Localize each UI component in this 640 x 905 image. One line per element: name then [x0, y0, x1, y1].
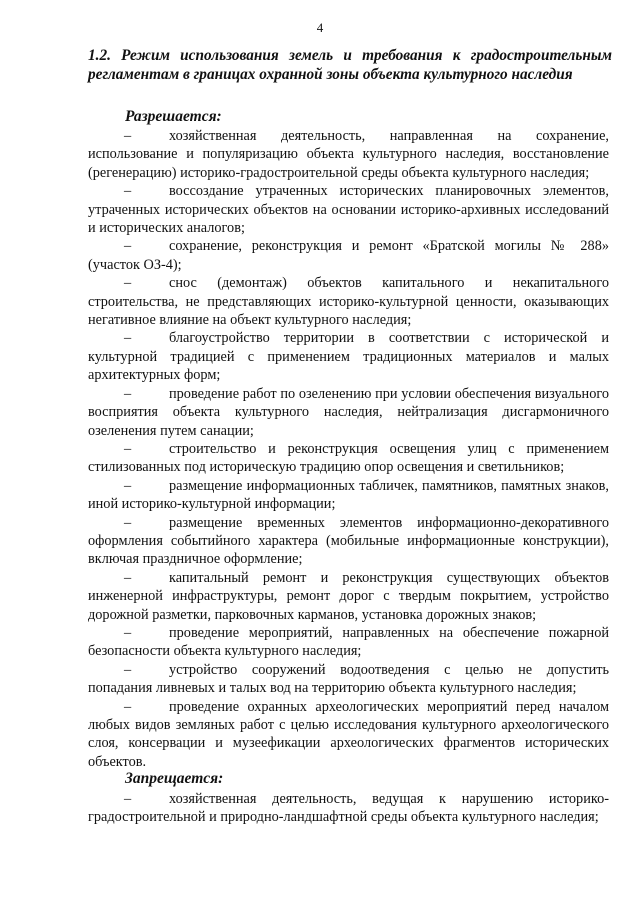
prohibited-heading: Запрещается: — [125, 770, 224, 787]
list-item-text: проведение охранных археологических мероприятий перед началом любых видов земляных работ с целью исследования культурного археологического слоя, консервации и музеефикации археологических фрагментов исторических объектов. — [88, 698, 609, 770]
bullet-dash: – — [124, 330, 132, 347]
prohibited-list — [88, 790, 609, 827]
list-item-text: хозяйственная деятельность, направленная на сохранение, использование и популяризацию объекта культурного наследия, восстановление (регенерацию) историко-градостроительной среды объекта культурного наследия; — [88, 128, 609, 181]
bullet-dash: – — [124, 128, 132, 144]
list-item-text: размещение информационных табличек, памятников, памятных знаков, иной историко-культурной информации; — [88, 477, 609, 513]
list-item-text: снос (демонтаж) объектов капитального и некапитального строительства, не представляющих историко-культурной ценности, оказывающих негативное влияние на объект культурного наследия; — [88, 275, 609, 329]
list-item-text: размещение временных элементов информационно-декоративного оформления событийного характера (мобильные информационные конструкции), включая праздничное оформление; — [88, 514, 609, 568]
list-item-text: благоустройство территории в соответствии с исторической и культурной традицией с применением традиционных материалов и малых архитектурных форм; — [88, 330, 609, 384]
list-item-text: устройство сооружений водоотведения с целью не допустить попадания ливневых и талых вод на территорию объекта культурного наследия; — [88, 661, 609, 697]
list-item — [88, 514, 609, 569]
bullet-dash: – — [124, 514, 132, 531]
allowed-heading: Разрешается: — [125, 108, 222, 125]
list-item — [88, 329, 609, 384]
list-item-text: строительство и реконструкция освещения улиц с применением стилизованных под историческую традицию опор освещения и светильников; — [88, 440, 609, 476]
list-item-text: сохранение, реконструкция и ремонт «Братской могилы № 288» (участок ОЗ-4); — [88, 238, 609, 273]
list-item-text: проведение работ по озеленению при условии обеспечения визуального восприятия объекта культурного наследия, нейтрализация дисгармоничного озеленения путем санации; — [88, 385, 609, 439]
list-item — [88, 569, 609, 624]
list-item-text: капитальный ремонт и реконструкция существующих объектов инженерной инфраструктуры, ремонт дорог с твердым покрытием, устройство дорожной разметки, парковочных карманов, установка дорожных знаков; — [88, 569, 609, 623]
list-item-text: воссоздание утраченных исторических планировочных элементов, утраченных исторических объектов на основании историко-архивных исследований и исторических аналогов; — [88, 183, 609, 237]
bullet-dash: – — [124, 385, 132, 402]
bullet-dash: – — [124, 698, 132, 715]
list-item — [88, 698, 609, 772]
list-item — [88, 385, 609, 440]
list-item — [88, 274, 609, 329]
list-item — [88, 127, 609, 182]
bullet-dash: – — [124, 661, 132, 678]
bullet-dash: – — [124, 275, 132, 292]
list-item — [88, 624, 609, 661]
page-number: 4 — [316, 20, 324, 35]
bullet-dash: – — [124, 569, 132, 586]
section-heading: 1.2. Режим использования земель и требования к градостроительным регламентам в границах охранной зоны объекта культурного наследия — [88, 47, 612, 83]
list-item — [88, 477, 609, 514]
bullet-dash: – — [124, 440, 132, 457]
list-item — [88, 440, 609, 477]
list-item — [88, 182, 609, 237]
bullet-dash: – — [124, 238, 132, 255]
bullet-dash: – — [124, 183, 132, 200]
bullet-dash: – — [124, 624, 132, 641]
list-item — [88, 661, 609, 698]
bullet-dash: – — [124, 477, 132, 494]
allowed-list — [88, 127, 609, 771]
list-item — [88, 237, 609, 274]
list-item — [88, 790, 609, 827]
list-item-text: проведение мероприятий, направленных на обеспечение пожарной безопасности объекта культурного наследия; — [88, 624, 609, 660]
list-item-text: хозяйственная деятельность, ведущая к нарушению историко-градостроительной и природно-ландшафтной среды объекта культурного наследия; — [88, 791, 609, 826]
bullet-dash: – — [124, 791, 132, 807]
